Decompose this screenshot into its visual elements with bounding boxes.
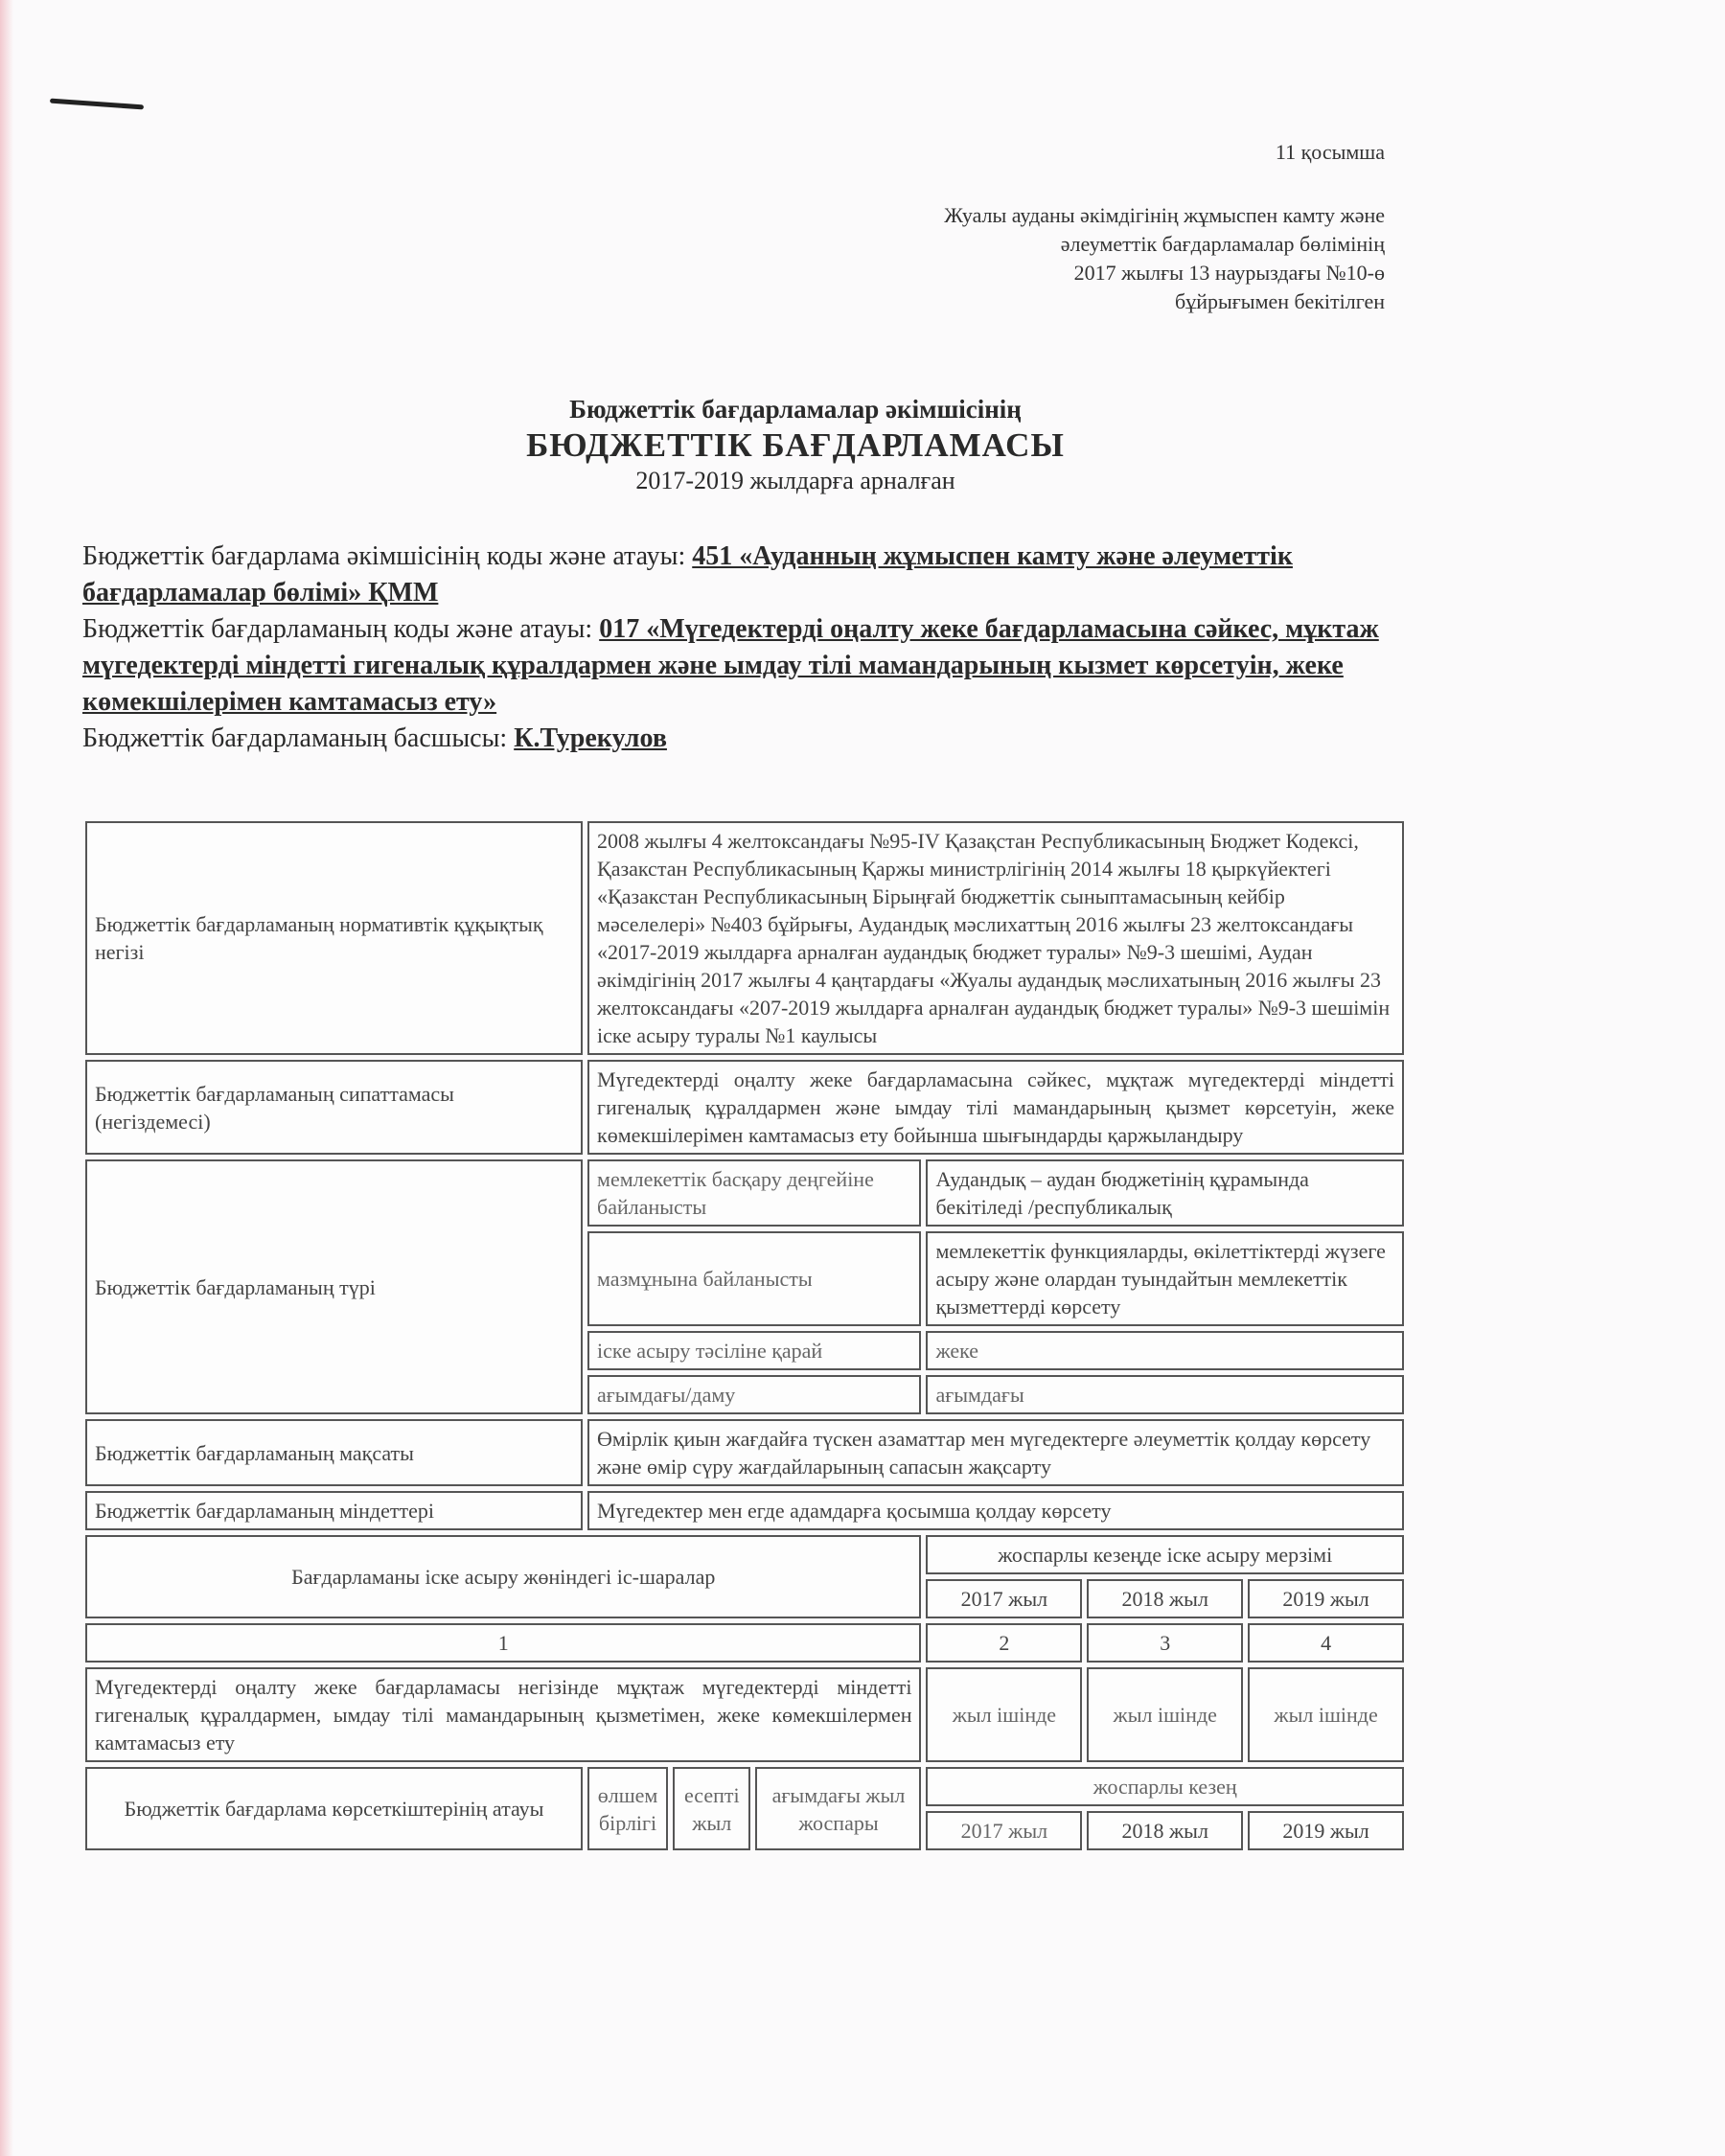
table-row-measure [85,1667,1404,1762]
scan-edge [0,0,13,2156]
annex-number: 11 қосымша [1275,140,1385,164]
program-table [80,816,1409,1855]
type-criterion: іске асыру тәсіліне қарай [587,1331,921,1370]
legal-basis-text: 2008 жылғы 4 желтоксандағы №95-IV Қазақстан Республикасының Бюджет Кодексі, Қазакстан Республикасының Қаржы министрлігінің 2014 жылғы 18 қыркүйектегі «Қазакстан Республикасының Бірыңғай бюджеттік сыныптамасының кейбір мәселелері» №403 бұйрығы, Аудандық мәслихаттың 2016 жылғы 23 желтоксандағы «2017-2019 жылдарға арналған аудандық бюджет туралы» №9-3 шешімі, Аудан әкімдігінің 2017 жылғы 4 қаңтардағы «Жуалы аудандық мәслихатының 2016 жылғы 23 желтоксандағы «207-2019 жылдарға арналған аудандық бюджет туралы» №9-3 шешімін іске асыру туралы №1 каулысы [587,821,1404,1055]
report-year-header: есепті жыл [673,1767,750,1850]
type-value: мемлекеттік функцияларды, өкілеттіктерді жүзеге асыру және олардан туындайтын мемлекеттік қызметтерді көрсету [926,1231,1404,1326]
measure-term: жыл ішінде [1248,1667,1404,1762]
column-number: 3 [1087,1623,1243,1663]
program-value: 017 «Мүгедектерді оңалту жеке бағдарламасына сәйкес, мұктаж мүгедектерді міндетті гигеналық құралдармен және ымдау тілі мамандарының кызмет көрсетуін, жеке көмекшілерімен камтамасыз ету» [82,614,1379,717]
measure-term: жыл ішінде [926,1667,1082,1762]
goal-text: Өмірлік қиын жағдайға түскен азаматтар мен мүгедектерге әлеуметтік қолдау көрсету және өмір сүру жағдайларының сапасын жақсарту [587,1419,1404,1486]
type-criterion: ағымдағы/даму [587,1375,921,1414]
approval-line: Жуалы ауданы әкімдігінің жұмыспен камту және [944,203,1385,227]
type-criterion: мемлекеттік басқару деңгейіне байланысты [587,1159,921,1227]
tasks-text: Мүгедектер мен егде адамдарға қосымша қолдау көрсету [587,1491,1404,1530]
table-row-description [85,1060,1404,1155]
year-header: 2018 жыл [1087,1579,1243,1618]
indicator-name-header: Бюджеттік бағдарлама көрсеткіштерінің атауы [85,1767,583,1850]
column-number: 1 [85,1623,921,1663]
title-line-program: БЮДЖЕТТІК БАҒДАРЛАМАСЫ [526,426,1065,464]
type-value: Аудандық – аудан бюджетінің құрамында бекітіледі /республикалық [926,1159,1404,1227]
approval-line: бұйрығымен бекітілген [1175,289,1385,313]
approval-note [771,201,1385,316]
year-header: 2019 жыл [1248,1579,1404,1618]
type-criterion: мазмұнына байланысты [587,1231,921,1326]
table-row-type [85,1159,1404,1227]
description-text: Мүгедектерді оңалту жеке бағдарламасына сәйкес, мұқтаж мүгедектерді міндетті гигеналық құралдармен және ымдау тілі мамандарының қызмет көрсетуін, жеке көмекшілерімен камтамасыз ету бойынша шығындарды қаржыландыру [587,1060,1404,1155]
goal-label: Бюджеттік бағдарламаның мақсаты [85,1419,583,1486]
unit-header: өлшем бірлігі [587,1767,668,1850]
current-year-header: ағымдағы жыл жоспары [755,1767,921,1850]
type-label: Бюджеттік бағдарламаның түрі [85,1159,583,1414]
program-label: Бюджеттік бағдарламаның коды және атауы: [82,614,600,644]
table-row-column-numbers [85,1623,1404,1663]
legal-basis-label: Бюджеттік бағдарламаның нормативтік құқықтық негізі [85,821,583,1055]
planned-period-header: жоспарлы кезең [926,1767,1404,1806]
head-value: К.Турекулов [514,723,667,753]
admin-value: 451 «Ауданның жұмыспен камту және әлеуметтік бағдарламалар бөлімі» ҚММ [82,541,1293,608]
approval-line: 2017 жылғы 13 наурыздағы №10-ө [1073,261,1385,285]
year-header: 2017 жыл [926,1811,1082,1850]
table-row-indicators-header [85,1767,1404,1806]
title-line-admin: Бюджеттік бағдарламалар әкімшісінің [569,395,1022,424]
year-header: 2018 жыл [1087,1811,1243,1850]
year-header: 2017 жыл [926,1579,1082,1618]
table-row-goal [85,1419,1404,1486]
table-row-measures-header [85,1535,1404,1574]
pen-mark [50,99,144,110]
document-title [383,395,1208,495]
table-row-tasks [85,1491,1404,1530]
table-row-legal [85,821,1404,1055]
type-value: жеке [926,1331,1404,1370]
head-label: Бюджеттік бағдарламаның басшысы: [82,723,515,753]
type-value: ағымдағы [926,1375,1404,1414]
title-line-period: 2017-2019 жылдарға арналған [635,467,955,494]
measure-text: Мүгедектерді оңалту жеке бағдарламасы негізінде мұқтаж мүгедектерді міндетті гигеналық құралдармен, ымдау тілі мамандарының қызметімен, жеке көмекшілермен камтамасыз ету [85,1667,921,1762]
year-header: 2019 жыл [1248,1811,1404,1850]
tasks-label: Бюджеттік бағдарламаның міндеттері [85,1491,583,1530]
column-number: 4 [1248,1623,1404,1663]
approval-line: әлеуметтік бағдарламалар бөлімінің [1060,232,1385,256]
planned-period-header: жоспарлы кезеңде іске асыру мерзімі [926,1535,1404,1574]
measure-term: жыл ішінде [1087,1667,1243,1762]
program-info [82,539,1424,757]
measures-header: Бағдарламаны іске асыру жөніндегі іс-шаралар [85,1535,921,1618]
column-number: 2 [926,1623,1082,1663]
admin-label: Бюджеттік бағдарлама әкімшісінің коды және атауы: [82,541,693,571]
description-label: Бюджеттік бағдарламаның сипаттамасы (негіздемесі) [85,1060,583,1155]
